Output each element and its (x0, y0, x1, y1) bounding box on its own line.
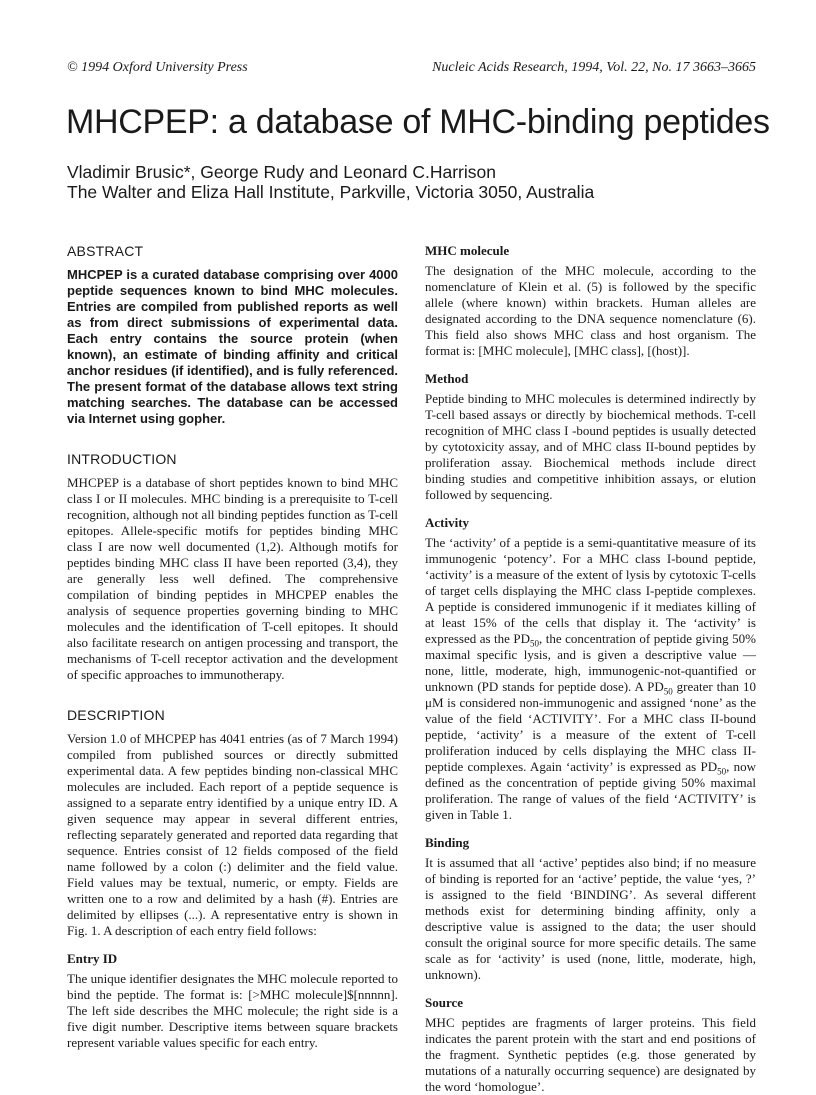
description-heading: DESCRIPTION (67, 707, 165, 723)
entry-id-text: The unique identifier designates the MHC molecule reported to bind the peptide. The format is: [>MHC molecule]$[nnnnn]. The left side describes the MHC molecule; the right side is a five digit number. Descriptive items between square brackets represent variable values specific for each entry. (67, 971, 398, 1050)
right-column (425, 243, 756, 1095)
affiliation: The Walter and Eliza Hall Institute, Parkville, Victoria 3050, Australia (67, 182, 595, 202)
abstract-text: MHCPEP is a curated database comprising over 4000 peptide sequences known to bind MHC molecules. Entries are compiled from published reports as well as from direct submissions of experimental data. Each entry contains the source protein (when known), an estimate of binding affinity and critical anchor residues (if identified), and is fully referenced. The present format of the database allows text string matching searches. The database can be accessed via Internet using gopher. (67, 267, 398, 426)
binding-text: It is assumed that all ‘active’ peptides also bind; if no measure of binding is reported for an ‘active’ peptide, the value ‘yes, ?’ is assigned to the field ‘BINDING’. As several different methods exist for determining binding affinity, only a descriptive value is assigned to the data; the user should consult the original source for more specific details. The same scale as for ‘activity’ is used (none, little, moderate, high, unknown). (425, 855, 756, 982)
source-heading: Source (425, 995, 464, 1010)
binding-heading: Binding (425, 835, 470, 850)
author-list: Vladimir Brusic*, George Rudy and Leonard C.Harrison (67, 162, 496, 182)
description-text: Version 1.0 of MHCPEP has 4041 entries (as of 7 March 1994) compiled from published sources or directly submitted experimental data. A few peptides binding non-classical MHC molecules are included. Each report of a peptide sequence is assigned to a separate entry identified by a unique entry ID. A given sequence may appear in several different entries, reflecting separately generated and reported data regarding that sequence. Entries consist of 12 fields composed of the field name followed by a colon (:) delimiter and the field value. Field values may be textual, numeric, or empty. Fields are written one to a row and delimited by a hash (#). Entries are delimited by ellipses (...). A representative entry is shown in Fig. 1. A description of each entry field follows: (67, 731, 398, 938)
running-header (67, 60, 756, 80)
source-text: MHC peptides are fragments of larger proteins. This field indicates the parent protein with the start and end positions of the fragment. Synthetic peptides (e.g. those generated by mutations of a naturally occurring sequence) are designated by the word ‘homologue’. (425, 1015, 756, 1094)
mhc-molecule-text: The designation of the MHC molecule, according to the nomenclature of Klein et al. (5) is followed by the specific allele (where known) within brackets. Human alleles are designated according to the DNA sequence nomenclature (6). This field also shows MHC class and host organism. The format is: [MHC molecule], [MHC class], [(host)]. (425, 263, 756, 358)
activity-text: The ‘activity’ of a peptide is a semi-quantitative measure of its immunogenic ‘potency’. For a MHC class I-bound peptide, ‘activity’ is a measure of the extent of lysis by cytotoxic T-cells of target cells displaying the MHC class I-peptide complexes. A peptide is considered immunogenic if it mediates killing of at least 15% of the cells that display it. The ‘activity’ is expressed as the $PD_{50}$, the concentration of peptide giving 50% maximal specific lysis, and is given a descriptive value — none, little, moderate, high, immunogenic-not-quantified or unknown (PD stands for peptide dose). A $PD_{50}$ greater than 10 μM is considered non-immunogenic and assigned ‘none’ as the value of the field ‘ACTIVITY’. For a MHC class II-bound peptide, ‘activity’ is a measure of the extent of T-cell proliferation induced by cells displaying the MHC class II-peptide complexes. Again ‘activity’ is expressed as $PD_{50}$, now defined as the concentration of peptide giving 50% maximal proliferation. The range of values of the field ‘ACTIVITY’ is given in Table 1. (425, 535, 756, 822)
introduction-text: MHCPEP is a database of short peptides known to bind MHC class I or II molecules. MHC binding is a prerequisite to T-cell recognition, although not all binding peptides function as T-cell epitopes. Allele-specific motifs for peptides binding MHC class I are now well documented (1,2). Although motifs for peptides binding MHC class II have been reported (3,4), they are generally less well defined. The comprehensive compilation of binding peptides in MHCPEP enables the analysis of sequence properties governing binding to MHC molecules and the identification of T-cell epitopes. It should also facilitate research on antigen processing and transport, the mechanisms of T-cell receptor activation and the development of specific approaches to immunotherapy. (67, 475, 398, 682)
mhc-molecule-heading: MHC molecule (425, 243, 510, 258)
article-title: MHCPEP: a database of MHC-binding peptides (66, 103, 770, 141)
entry-id-heading: Entry ID (67, 951, 118, 966)
activity-heading: Activity (425, 515, 470, 530)
introduction-heading: INTRODUCTION (67, 451, 177, 467)
method-text: Peptide binding to MHC molecules is determined indirectly by T-cell based assays or directly by biochemical methods. T-cell recognition of MHC class I -bound peptides is usually detected by cytotoxicity assay, and of MHC class II-bound peptides by proliferation assay. Biochemical methods include direct binding studies and competitive inhibition assays, or elution followed by sequencing. (425, 391, 756, 502)
left-column (67, 243, 398, 1051)
copyright-line: © 1994 Oxford University Press (67, 60, 248, 75)
journal-citation: Nucleic Acids Research, 1994, Vol. 22, No. 17 3663–3665 (432, 60, 756, 75)
abstract-heading: ABSTRACT (67, 243, 144, 259)
method-heading: Method (425, 371, 469, 386)
